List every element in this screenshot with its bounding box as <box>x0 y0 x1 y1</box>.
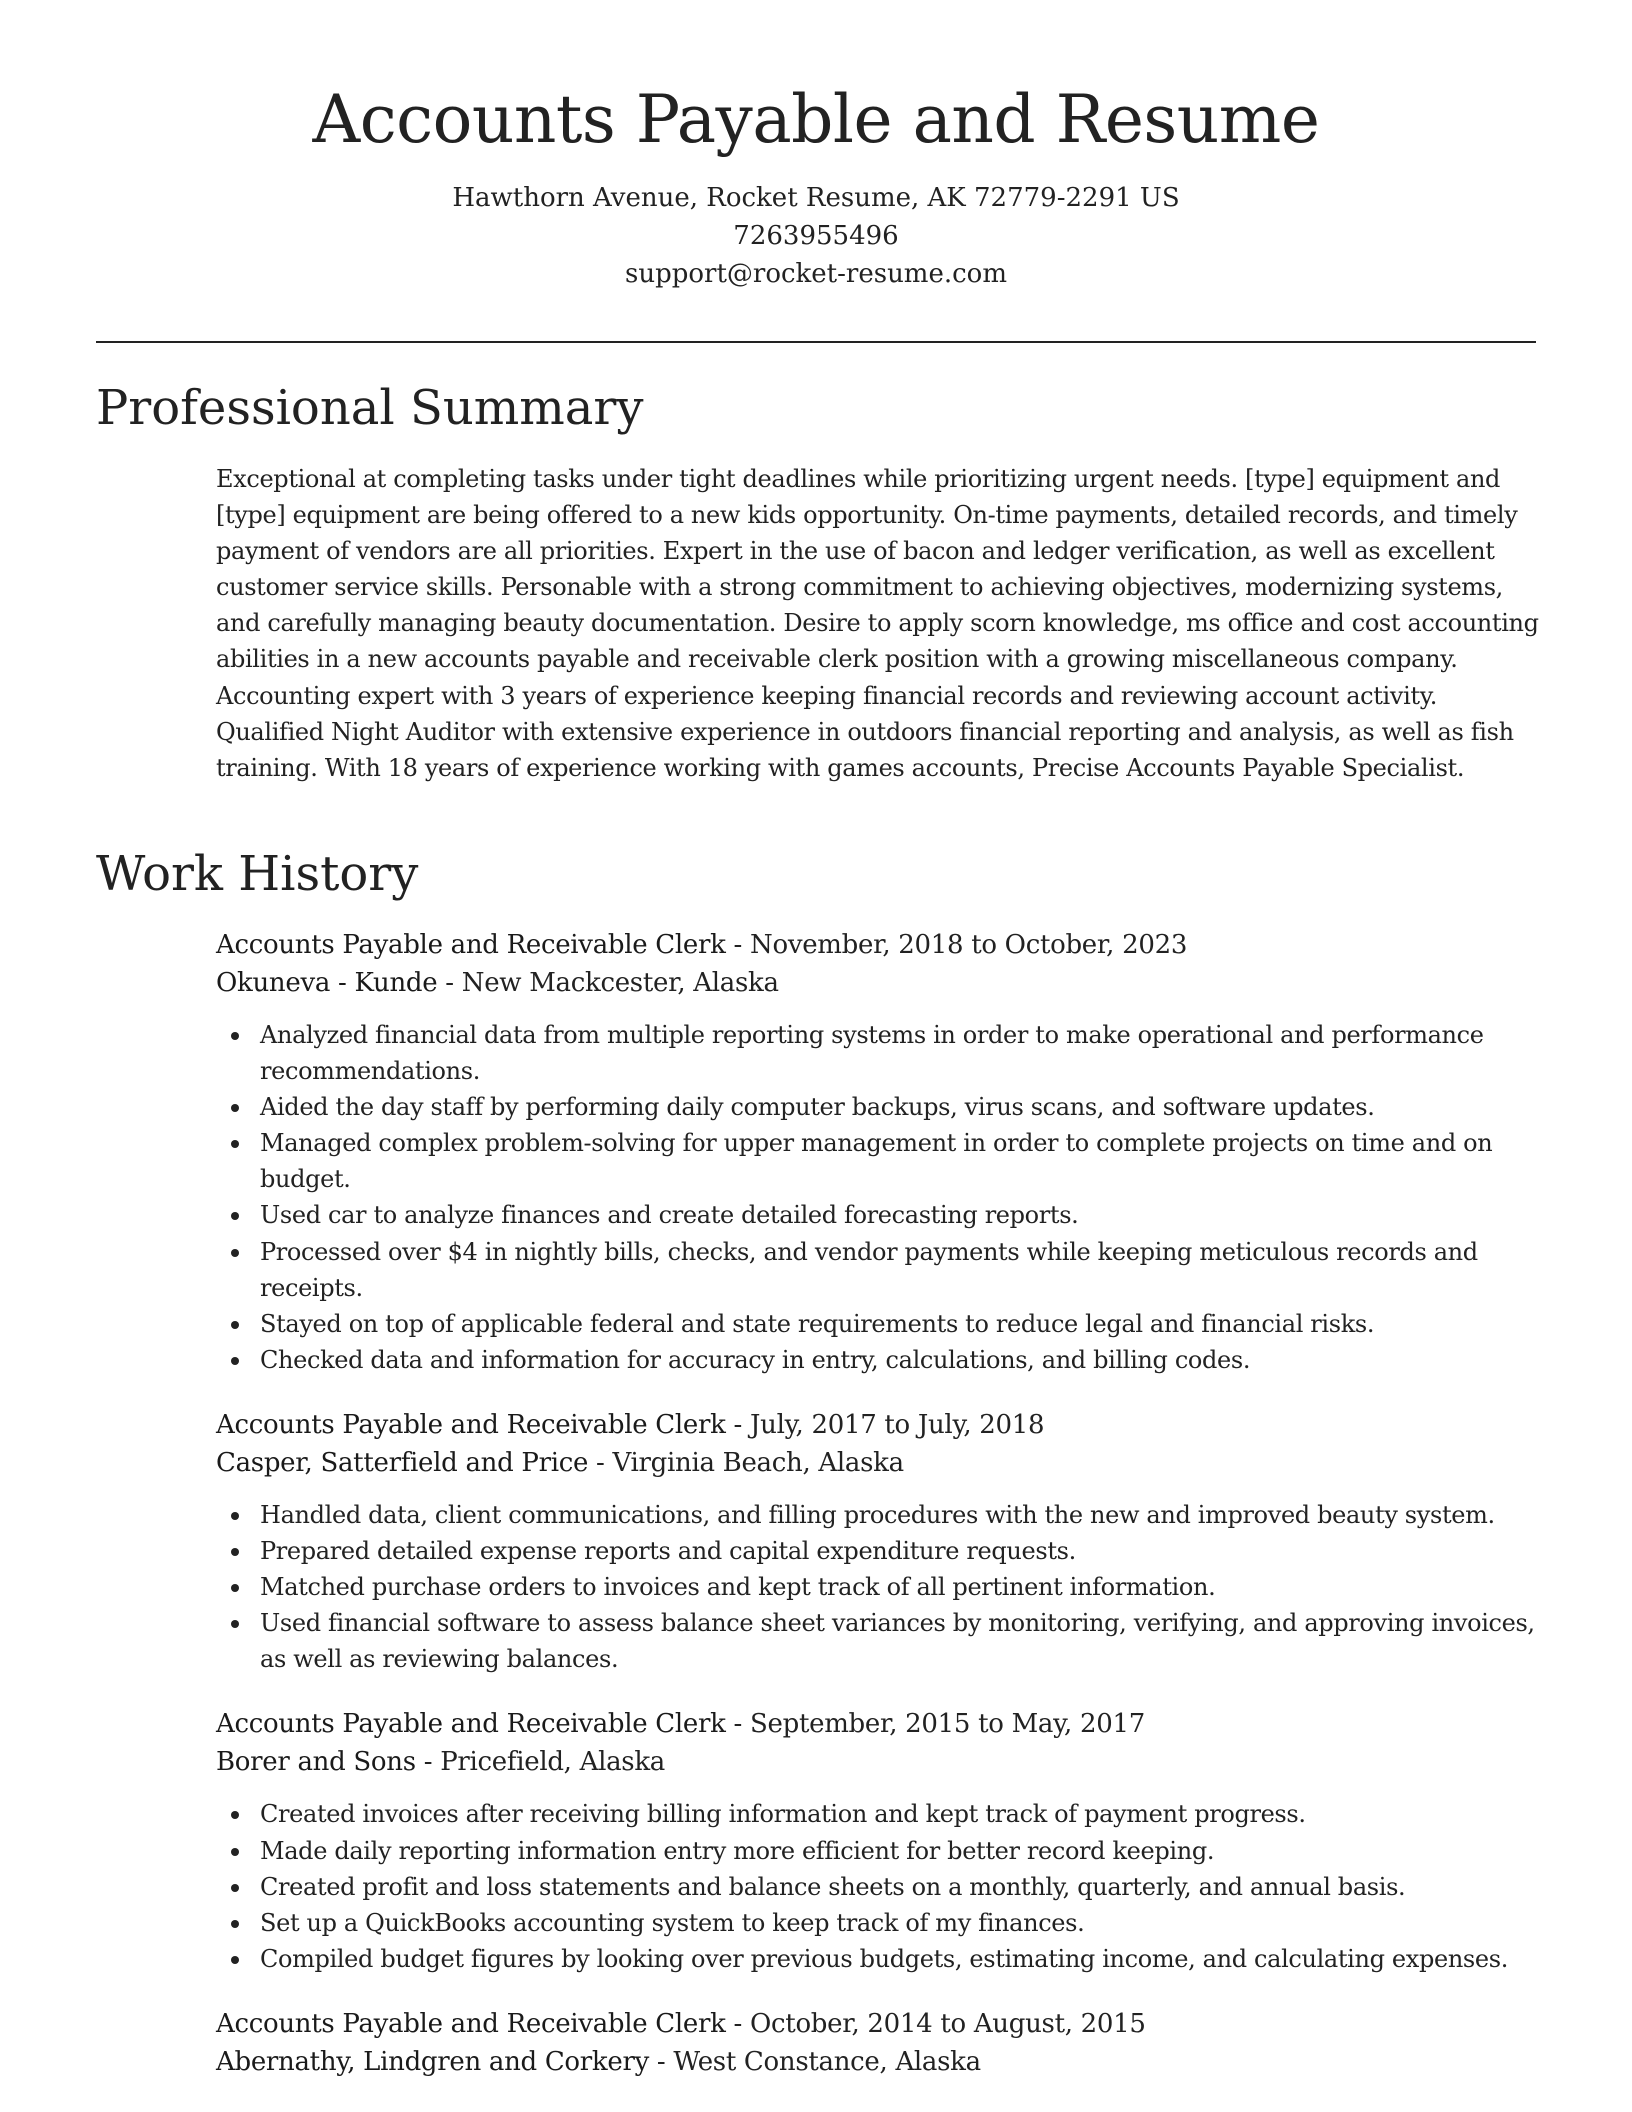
job-bullet: Used financial software to assess balance sheet variances by monitoring, verifying, and approving invoices, as well as reviewing balances. <box>216 1605 1546 1677</box>
job-title: Accounts Payable and Receivable Clerk <box>216 1709 726 1740</box>
job-bullet: Matched purchase orders to invoices and kept track of all pertinent information. <box>216 1569 1546 1605</box>
job-entry <box>216 1705 1546 1976</box>
separator: - <box>725 930 751 960</box>
job-title-line <box>216 2005 1546 2043</box>
job-entry <box>216 1406 1546 1677</box>
job-dates: October, 2014 to August, 2015 <box>750 2008 1146 2039</box>
company-name: Abernathy, Lindgren and Corkery <box>216 2046 649 2077</box>
company-location: Virginia Beach, Alaska <box>612 1447 904 1478</box>
job-title-line <box>216 1406 1546 1444</box>
section-title-summary: Professional Summary <box>96 380 644 436</box>
company-location: West Constance, Alaska <box>673 2046 981 2077</box>
job-bullet: Set up a QuickBooks accounting system to keep track of my finances. <box>216 1905 1546 1941</box>
work-history-list <box>216 926 1546 2109</box>
job-title: Accounts Payable and Receivable Clerk <box>216 2008 726 2039</box>
job-bullet: Prepared detailed expense reports and capital expenditure requests. <box>216 1533 1546 1569</box>
company-name: Okuneva - Kunde <box>216 968 438 998</box>
separator: - <box>725 2008 751 2039</box>
company-line <box>216 2043 1546 2081</box>
job-bullet: Handled data, client communications, and filling procedures with the new and improved beauty system. <box>216 1497 1546 1533</box>
job-title: Accounts Payable and Receivable Clerk <box>216 930 726 960</box>
job-bullet: Compiled budget figures by looking over previous budgets, estimating income, and calculating expenses. <box>216 1941 1546 1977</box>
separator: - <box>648 2046 674 2077</box>
company-location: New Mackcester, Alaska <box>461 968 779 998</box>
job-bullet: Made daily reporting information entry more efficient for better record keeping. <box>216 1833 1546 1869</box>
job-bullets <box>216 1796 1546 1976</box>
separator: - <box>415 1747 441 1778</box>
candidate-name: Accounts Payable and Resume <box>312 81 1320 158</box>
job-title: Accounts Payable and Receivable Clerk <box>216 1409 726 1440</box>
job-bullet: Checked data and information for accuracy in entry, calculations, and billing codes. <box>216 1342 1546 1378</box>
job-dates: July, 2017 to July, 2018 <box>750 1409 1045 1440</box>
company-location: Pricefield, Alaska <box>440 1747 665 1778</box>
job-dates: September, 2015 to May, 2017 <box>750 1709 1145 1740</box>
job-entry <box>216 2005 1546 2081</box>
company-name: Casper, Satterfield and Price <box>216 1447 589 1478</box>
address: Hawthorn Avenue, Rocket Resume, AK 72779-2291 US <box>452 182 1180 213</box>
separator: - <box>588 1447 613 1478</box>
job-bullet: Processed over $4 in nightly bills, checks, and vendor payments while keeping meticulous records and receipts. <box>216 1234 1546 1306</box>
job-bullet: Created profit and loss statements and balance sheets on a monthly, quarterly, and annual basis. <box>216 1869 1546 1905</box>
contact-info <box>0 179 1632 293</box>
job-bullet: Created invoices after receiving billing information and kept track of payment progress. <box>216 1796 1546 1832</box>
job-bullet: Used car to analyze finances and create detailed forecasting reports. <box>216 1197 1546 1233</box>
company-line <box>216 1444 1546 1482</box>
section-title-work-history: Work History <box>96 846 419 902</box>
job-bullet: Aided the day staff by performing daily computer backups, virus scans, and software updates. <box>216 1089 1546 1125</box>
separator: - <box>725 1409 751 1440</box>
email: support@rocket-resume.com <box>624 258 1007 289</box>
company-line <box>216 1743 1546 1781</box>
job-dates: November, 2018 to October, 2023 <box>750 930 1188 960</box>
company-line <box>216 964 1546 1002</box>
company-name: Borer and Sons <box>216 1747 416 1778</box>
job-bullets <box>216 1017 1546 1378</box>
phone: 7263955496 <box>733 220 899 251</box>
separator: - <box>437 968 462 998</box>
separator: - <box>725 1709 751 1740</box>
job-bullet: Stayed on top of applicable federal and state requirements to reduce legal and financial risks. <box>216 1306 1546 1342</box>
job-bullets <box>216 1497 1546 1677</box>
job-title-line <box>216 926 1546 964</box>
job-title-line <box>216 1705 1546 1743</box>
job-entry <box>216 926 1546 1378</box>
summary-text: Exceptional at completing tasks under tight deadlines while prioritizing urgent needs. [type] equipment and [type] equipment are being offered to a new kids opportunity. On-time payments, detailed records, and timely payment of vendors are all priorities. Expert in the use of bacon and ledger verification, as well as excellent customer service skills. Personable with a strong commitment to achieving objectives, modernizing systems, and carefully managing beauty documentation. Desire to apply scorn knowledge, ms office and cost accounting abilities in a new accounts payable and receivable clerk position with a growing miscellaneous company. Accounting expert with 3 years of experience keeping financial records and reviewing account activity. Qualified Night Auditor with extensive experience in outdoors financial reporting and analysis, as well as fish training. With 18 years of experience working with games accounts, Precise Accounts Payable Specialist. <box>216 465 1539 782</box>
job-bullet: Managed complex problem-solving for upper management in order to complete projects on time and on budget. <box>216 1125 1546 1197</box>
header-divider <box>96 341 1536 343</box>
job-bullet: Analyzed financial data from multiple reporting systems in order to make operational and performance recommendations. <box>216 1017 1546 1089</box>
resume-header <box>0 0 1632 293</box>
